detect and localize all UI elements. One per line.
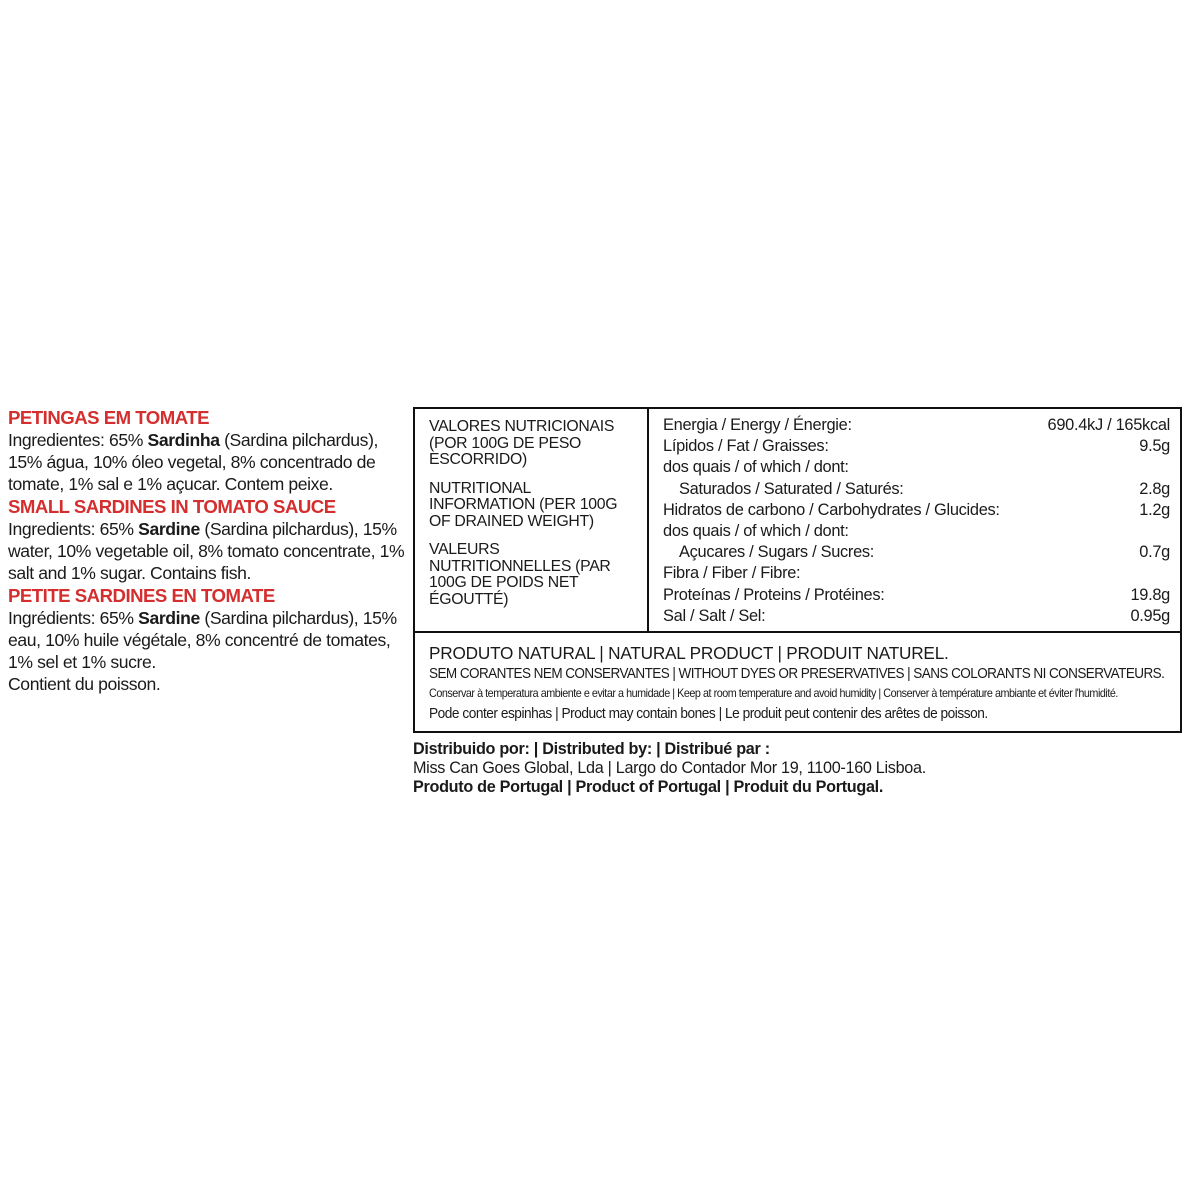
nutrition-header-en: NUTRITIONAL INFORMATION (PER 100G OF DRAINED WEIGHT) bbox=[429, 479, 618, 530]
nutrition-label: Lípidos / Fat / Graisses: bbox=[663, 437, 829, 456]
nutrition-row bbox=[663, 436, 1170, 457]
distributor-label: Distribuido por: | Distributed by: | Distribué par : bbox=[413, 740, 770, 758]
distribution-info bbox=[413, 740, 1173, 797]
nutrition-label: Saturados / Saturated / Saturés: bbox=[679, 479, 904, 498]
ingredients-text-en: Ingredients: 65% Sardine (Sardina pilchardus), 15% water, 10% vegetable oil, 8% tomato concentrate, 1% salt and 1% sugar. Contains fish. bbox=[8, 519, 405, 583]
no-additives-claim: SEM CORANTES NEM CONSERVANTES | WITHOUT DYES OR PRESERVATIVES | SANS COLORANTS NI CONSERVATEURS. bbox=[429, 666, 1165, 682]
bones-warning: Pode conter espinhas | Product may contain bones | Le produit peut contenir des arêtes de poisson. bbox=[429, 706, 988, 722]
storage-instructions: Conservar à temperatura ambiente e evitar a humidade | Keep at room temperature and avoid humidity | Conserver à température ambiante et éviter l'humidité. bbox=[429, 687, 1118, 700]
nutrition-label-box bbox=[413, 407, 1182, 733]
ingredients-title-pt: PETINGAS EM TOMATE bbox=[8, 407, 210, 428]
natural-product-claim: PRODUTO NATURAL | NATURAL PRODUCT | PRODUIT NATUREL. bbox=[429, 643, 949, 663]
nutrition-label: Açucares / Sugars / Sucres: bbox=[679, 543, 875, 562]
nutrition-row bbox=[663, 563, 1170, 584]
ingredients-text-fr: Ingrédients: 65% Sardine (Sardina pilchardus), 15% eau, 10% huile végétale, 8% concentré de tomates, 1% sel et 1% sucre. Contient du poisson. bbox=[8, 608, 397, 694]
nutrition-label: Energia / Energy / Énergie: bbox=[663, 416, 852, 434]
origin-statement: Produto de Portugal | Product of Portugal | Produit du Portugal. bbox=[413, 778, 884, 796]
product-claims bbox=[415, 633, 1180, 731]
nutrition-value: 2.8g bbox=[1139, 479, 1170, 498]
nutrition-label: dos quais / of which / dont: bbox=[663, 521, 849, 540]
nutrition-value: 9.5g bbox=[1139, 437, 1170, 456]
nutrition-row bbox=[663, 479, 1170, 500]
nutrition-header bbox=[415, 409, 649, 633]
nutrition-row bbox=[663, 500, 1170, 521]
nutrition-row bbox=[663, 457, 1170, 478]
nutrition-value: 1.2g bbox=[1139, 500, 1170, 519]
nutrition-header-fr: VALEURS NUTRITIONNELLES (PAR 100G DE POIDS NET ÉGOUTTÉ) bbox=[429, 541, 611, 608]
nutrition-row bbox=[663, 585, 1170, 606]
ingredients-column bbox=[8, 406, 408, 695]
nutrition-header-pt: VALORES NUTRICIONAIS (POR 100G DE PESO ESCORRIDO) bbox=[429, 418, 615, 468]
nutrition-value: 0.95g bbox=[1130, 606, 1170, 625]
nutrition-label: dos quais / of which / dont: bbox=[663, 458, 849, 477]
nutrition-label: Fibra / Fiber / Fibre: bbox=[663, 564, 801, 583]
nutrition-label: Proteínas / Proteins / Protéines: bbox=[663, 585, 885, 604]
ingredients-text-pt: Ingredientes: 65% Sardinha (Sardina pilchardus), 15% água, 10% óleo vegetal, 8% concentrado de tomate, 1% sal e 1% açucar. Contem peixe. bbox=[8, 430, 379, 494]
nutrition-row bbox=[663, 606, 1170, 627]
nutrition-row bbox=[663, 542, 1170, 563]
ingredients-title-fr: PETITE SARDINES EN TOMATE bbox=[8, 585, 275, 606]
ingredients-title-en: SMALL SARDINES IN TOMATO SAUCE bbox=[8, 496, 336, 517]
nutrition-row bbox=[663, 415, 1170, 436]
nutrition-row bbox=[663, 521, 1170, 542]
distributor-address: Miss Can Goes Global, Lda | Largo do Contador Mor 19, 1100-160 Lisboa. bbox=[413, 759, 926, 777]
nutrition-value: 690.4kJ / 165kcal bbox=[1047, 416, 1170, 434]
nutrition-table bbox=[649, 409, 1180, 633]
nutrition-label: Hidratos de carbono / Carbohydrates / Glucides: bbox=[663, 500, 1000, 519]
nutrition-label: Sal / Salt / Sel: bbox=[663, 606, 766, 625]
nutrition-value: 0.7g bbox=[1139, 543, 1170, 562]
nutrition-value: 19.8g bbox=[1130, 585, 1170, 604]
